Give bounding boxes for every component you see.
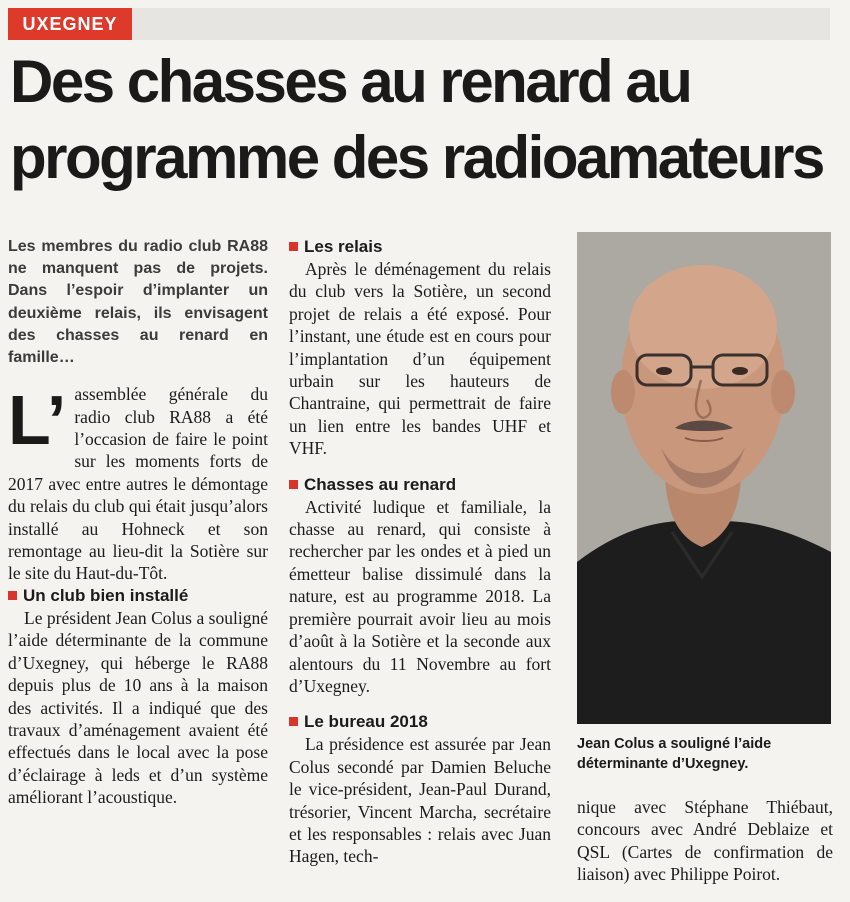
headline-line-2: programme des radioamateurs <box>10 124 823 191</box>
square-bullet-icon <box>289 717 298 726</box>
subheading-bureau: Le bureau 2018 <box>289 711 551 733</box>
continuation-text: nique avec Stéphane Thiébaut, concours avec André Deblaize et QSL (Cartes de confirmation de liaison) avec Philippe Poirot. <box>577 797 833 885</box>
article-headline <box>10 44 840 196</box>
dropcap: L’ <box>8 381 67 460</box>
portrait-photo <box>577 232 831 724</box>
column-2 <box>289 236 551 868</box>
square-bullet-icon <box>289 242 298 251</box>
article-lead: Les membres du radio club RA88 ne manquent pas de projets. Dans l’espoir d’implanter un deuxième relais, ils envisagent des chasses au renard en famille… <box>8 238 268 367</box>
square-bullet-icon <box>289 480 298 489</box>
headline-line-1: Des chasses au renard au <box>10 48 691 115</box>
subheading-relais: Les relais <box>289 236 551 258</box>
section-club-text: Le président Jean Colus a souligné l’aide déterminante de la commune d’Uxegney, qui héberge le RA88 depuis plus de 10 ans à la maison des activités. Il a indiqué que des travaux d’aménagement avaient été effectués dans le local avec la pose d’éclairage à leds et d’un système améliorant l’acoustique. <box>8 607 268 808</box>
section-chasses-text: Activité ludique et familiale, la chasse au renard, qui consiste à rechercher par les ondes et à pied un émetteur balise dissimulé dans la nature, est au programme 2018. La première pourrait avoir lieu au mois d’août à la Sotière et la seconde aux alentours du 11 Novembre au fort d’Uxegney. <box>289 496 551 696</box>
column-1 <box>8 236 268 809</box>
photo-caption: Jean Colus a souligné l’aide déterminante d’Uxegney. <box>577 736 772 772</box>
section-bureau-text: La présidence est assurée par Jean Colus secondé par Damien Beluche le vice-président, Jean-Paul Durand, trésorier, Vincent Marcha, secrétaire et les responsables : relais avec Juan Hagen, tech- <box>289 734 551 867</box>
subheading-chasses: Chasses au renard <box>289 474 551 496</box>
portrait-illustration <box>577 232 831 724</box>
intro-text: assemblée générale du radio club RA88 a été l’occasion de faire le point sur les moments forts de 2017 avec entre autres le démontage du relais du club qui était jusqu’alors installé au Hohneck et son remontage au lieu-dit la Sotière sur le site du Haut-du-Tôt. <box>8 384 268 584</box>
intro-paragraph <box>8 383 268 585</box>
square-bullet-icon <box>8 591 17 600</box>
subheading-club: Un club bien installé <box>8 585 268 607</box>
section-kicker: UXEGNEY <box>8 8 132 40</box>
column-3-continuation <box>577 796 833 886</box>
section-relais-text: Après le déménagement du relais du club vers la Sotière, un second projet de relais a été exposé. Pour l’instant, une étude est en cours pour l’implantation d’un équipement urbain sur les hauteurs de Chantraine, qui permettrait de faire un lien entre les bandes UHF et VHF. <box>289 259 551 459</box>
